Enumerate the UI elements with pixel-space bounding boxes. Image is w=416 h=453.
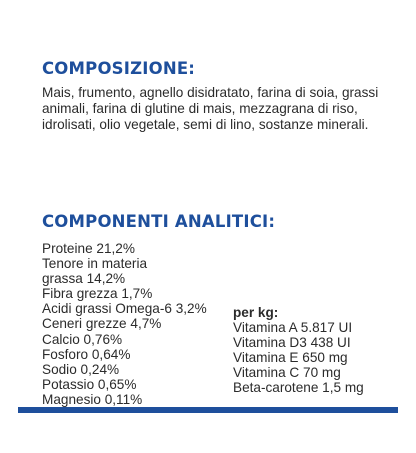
vitamins-list: [233, 305, 364, 396]
per-kg-label: per kg:: [233, 305, 279, 320]
composition-heading: COMPOSIZIONE:: [42, 59, 196, 78]
list-item: Vitamina D3 438 UI: [233, 335, 351, 351]
list-item: Vitamina A 5.817 UI: [233, 320, 353, 336]
list-item: Sodio 0,24%: [42, 361, 120, 377]
list-item: Calcio 0,76%: [42, 331, 123, 347]
analytical-components-heading: COMPONENTI ANALITICI:: [42, 212, 276, 231]
list-item: Ceneri grezze 4,7%: [42, 316, 162, 332]
list-item: Proteine 21,2%: [42, 241, 135, 256]
list-item: Fosforo 0,64%: [42, 346, 131, 362]
list-item: Vitamina C 70 mg: [233, 365, 341, 381]
list-item: Vitamina E 650 mg: [233, 350, 348, 366]
list-item: Fibra grezza 1,7%: [42, 286, 153, 302]
analytical-values-list: [42, 241, 207, 407]
list-item: grassa 14,2%: [42, 271, 126, 287]
list-item: Potassio 0,65%: [42, 376, 137, 392]
bottom-divider: [18, 407, 398, 413]
list-item: Acidi grassi Omega-6 3,2%: [42, 301, 207, 317]
list-item: Tenore in materia: [42, 256, 148, 272]
list-item: Beta-carotene 1,5 mg: [233, 380, 364, 396]
composition-text: Mais, frumento, agnello disidratato, farina di soia, grassi animali, farina di glutine di mais, mezzagrana di riso, idrolisati, olio vegetale, semi di lino, sostanze minerali.: [42, 85, 379, 132]
list-item: Magnesio 0,11%: [42, 391, 143, 407]
